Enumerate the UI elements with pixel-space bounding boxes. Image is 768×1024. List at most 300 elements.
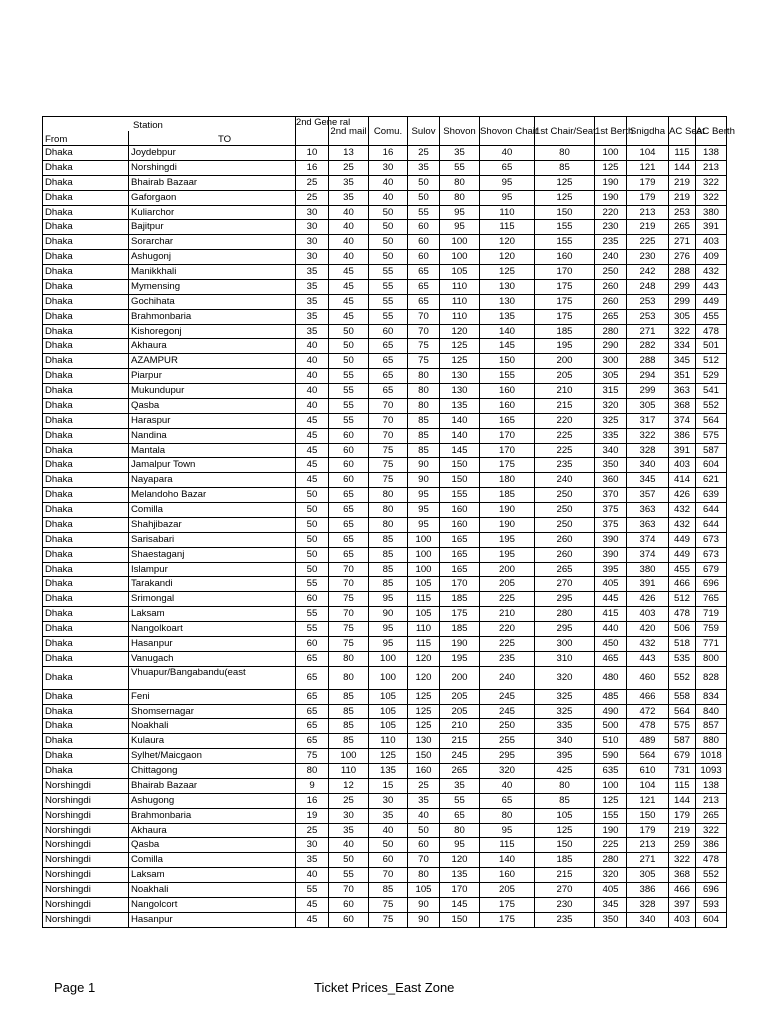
fare-cell: 80	[369, 488, 408, 503]
fare-cell: 65	[480, 160, 535, 175]
fare-cell: 552	[669, 666, 696, 689]
fare-cell: 155	[535, 235, 595, 250]
fare-cell: 40	[296, 398, 329, 413]
fare-cell: 450	[595, 636, 627, 651]
fare-cell: 220	[535, 413, 595, 428]
fare-cell: 16	[369, 146, 408, 161]
fare-cell: 95	[369, 636, 408, 651]
fare-cell: 432	[696, 265, 727, 280]
fare-cell: 205	[535, 369, 595, 384]
fare-cell: 35	[408, 160, 440, 175]
fare-cell: 25	[296, 190, 329, 205]
fare-cell: 445	[595, 592, 627, 607]
fare-cell: 230	[535, 897, 595, 912]
fare-cell: 70	[369, 398, 408, 413]
fare-cell: 160	[480, 398, 535, 413]
fare-cell: 55	[369, 279, 408, 294]
to-station-cell: Manikkhali	[129, 265, 296, 280]
fare-cell: 165	[440, 532, 480, 547]
fare-cell: 75	[329, 636, 369, 651]
fare-cell: 235	[535, 458, 595, 473]
fare-cell: 70	[329, 883, 369, 898]
fare-cell: 150	[627, 808, 669, 823]
from-station-cell: Dhaka	[43, 607, 129, 622]
fare-cell: 160	[408, 764, 440, 779]
fare-cell: 179	[627, 175, 669, 190]
to-station-cell: Sarisabari	[129, 532, 296, 547]
from-station-cell: Dhaka	[43, 764, 129, 779]
fare-cell: 80	[369, 503, 408, 518]
to-station-cell: Vanugach	[129, 651, 296, 666]
fare-cell: 125	[408, 689, 440, 704]
fare-cell: 322	[696, 175, 727, 190]
fare-cell: 55	[296, 607, 329, 622]
fare-cell: 280	[535, 607, 595, 622]
to-station-cell: Kuliarchor	[129, 205, 296, 220]
fare-cell: 215	[535, 868, 595, 883]
fare-cell: 449	[696, 294, 727, 309]
fare-cell: 271	[669, 235, 696, 250]
fare-cell: 230	[595, 220, 627, 235]
fare-cell: 60	[329, 897, 369, 912]
fare-cell: 80	[535, 778, 595, 793]
fare-cell: 604	[696, 912, 727, 927]
from-station-cell: Dhaka	[43, 704, 129, 719]
fare-cell: 759	[696, 622, 727, 637]
table-row	[43, 250, 727, 265]
fare-cell: 368	[669, 398, 696, 413]
fare-cell: 415	[595, 607, 627, 622]
column-header: Comu.	[369, 117, 408, 146]
fare-cell: 195	[440, 651, 480, 666]
from-station-cell: Dhaka	[43, 749, 129, 764]
fare-cell: 219	[669, 175, 696, 190]
fare-cell: 828	[696, 666, 727, 689]
fare-table-body	[43, 146, 727, 928]
fare-cell: 190	[595, 175, 627, 190]
fare-cell: 95	[408, 488, 440, 503]
fare-cell: 541	[696, 384, 727, 399]
fare-cell: 455	[669, 562, 696, 577]
fare-cell: 100	[408, 547, 440, 562]
fare-cell: 125	[440, 354, 480, 369]
column-header: Snigdha	[627, 117, 669, 146]
table-row	[43, 324, 727, 339]
fare-cell: 40	[369, 823, 408, 838]
fare-cell: 80	[408, 384, 440, 399]
from-station-cell: Norshingdi	[43, 823, 129, 838]
fare-cell: 90	[408, 473, 440, 488]
fare-cell: 40	[480, 146, 535, 161]
table-row	[43, 205, 727, 220]
fare-cell: 290	[595, 339, 627, 354]
to-station-cell: Akhaura	[129, 823, 296, 838]
fare-cell: 100	[595, 146, 627, 161]
to-station-cell: AZAMPUR	[129, 354, 296, 369]
column-header: 1st Chair/Seat	[535, 117, 595, 146]
fare-cell: 80	[408, 369, 440, 384]
fare-cell: 45	[296, 443, 329, 458]
to-station-cell: Noakhali	[129, 719, 296, 734]
table-row	[43, 666, 727, 689]
fare-cell: 340	[535, 734, 595, 749]
fare-cell: 200	[480, 562, 535, 577]
fare-cell: 144	[669, 160, 696, 175]
fare-cell: 25	[408, 778, 440, 793]
from-station-cell: Dhaka	[43, 220, 129, 235]
fare-cell: 50	[296, 562, 329, 577]
fare-cell: 213	[696, 793, 727, 808]
fare-cell: 30	[296, 235, 329, 250]
fare-cell: 45	[296, 413, 329, 428]
fare-cell: 25	[296, 175, 329, 190]
fare-cell: 160	[480, 868, 535, 883]
fare-cell: 35	[440, 146, 480, 161]
fare-cell: 80	[440, 190, 480, 205]
fare-cell: 100	[329, 749, 369, 764]
fare-cell: 299	[669, 294, 696, 309]
fare-cell: 360	[595, 473, 627, 488]
to-station-cell: Brahmonbaria	[129, 309, 296, 324]
fare-cell: 771	[696, 636, 727, 651]
fare-cell: 195	[535, 339, 595, 354]
fare-cell: 179	[627, 190, 669, 205]
fare-cell: 265	[595, 309, 627, 324]
to-station-cell: Hasanpur	[129, 636, 296, 651]
fare-cell: 397	[669, 897, 696, 912]
from-station-cell: Dhaka	[43, 428, 129, 443]
fare-cell: 130	[408, 734, 440, 749]
fare-cell: 80	[535, 146, 595, 161]
fare-cell: 115	[408, 636, 440, 651]
fare-cell: 271	[627, 853, 669, 868]
fare-cell: 40	[329, 235, 369, 250]
fare-cell: 138	[696, 778, 727, 793]
fare-cell: 65	[369, 384, 408, 399]
table-row	[43, 190, 727, 205]
fare-cell: 50	[329, 339, 369, 354]
fare-cell: 490	[595, 704, 627, 719]
from-station-cell: Dhaka	[43, 689, 129, 704]
fare-cell: 125	[535, 175, 595, 190]
fare-cell: 65	[480, 793, 535, 808]
fare-cell: 65	[329, 488, 369, 503]
fare-cell: 40	[296, 369, 329, 384]
fare-cell: 317	[627, 413, 669, 428]
fare-cell: 75	[369, 458, 408, 473]
fare-cell: 213	[627, 205, 669, 220]
fare-cell: 100	[408, 562, 440, 577]
fare-cell: 40	[480, 778, 535, 793]
fare-cell: 558	[669, 689, 696, 704]
fare-cell: 120	[480, 250, 535, 265]
fare-cell: 200	[535, 354, 595, 369]
fare-cell: 100	[440, 235, 480, 250]
fare-cell: 478	[627, 719, 669, 734]
fare-cell: 30	[296, 838, 329, 853]
fare-cell: 45	[296, 428, 329, 443]
fare-cell: 295	[480, 749, 535, 764]
table-row	[43, 823, 727, 838]
fare-cell: 90	[408, 897, 440, 912]
fare-cell: 50	[296, 503, 329, 518]
fare-cell: 240	[480, 666, 535, 689]
fare-cell: 800	[696, 651, 727, 666]
fare-cell: 70	[329, 607, 369, 622]
fare-cell: 50	[369, 250, 408, 265]
table-row	[43, 309, 727, 324]
from-station-cell: Dhaka	[43, 369, 129, 384]
fare-cell: 75	[369, 473, 408, 488]
from-station-cell: Dhaka	[43, 339, 129, 354]
fare-cell: 90	[369, 607, 408, 622]
fare-cell: 610	[627, 764, 669, 779]
fare-cell: 55	[369, 294, 408, 309]
fare-cell: 95	[369, 622, 408, 637]
fare-cell: 125	[535, 190, 595, 205]
from-station-cell: Norshingdi	[43, 897, 129, 912]
table-row	[43, 764, 727, 779]
fare-cell: 1093	[696, 764, 727, 779]
fare-cell: 280	[595, 853, 627, 868]
fare-cell: 40	[329, 205, 369, 220]
fare-cell: 100	[440, 250, 480, 265]
fare-cell: 386	[669, 428, 696, 443]
fare-cell: 170	[480, 428, 535, 443]
column-header: Sulov	[408, 117, 440, 146]
fare-cell: 250	[535, 517, 595, 532]
table-row	[43, 488, 727, 503]
table-row	[43, 883, 727, 898]
fare-cell: 322	[627, 428, 669, 443]
fare-cell: 40	[296, 339, 329, 354]
fare-cell: 40	[296, 354, 329, 369]
fare-cell: 235	[480, 651, 535, 666]
from-station-cell: Dhaka	[43, 488, 129, 503]
from-station-cell: Dhaka	[43, 719, 129, 734]
fare-cell: 731	[669, 764, 696, 779]
fare-cell: 443	[627, 651, 669, 666]
fare-cell: 564	[696, 413, 727, 428]
fare-cell: 253	[627, 309, 669, 324]
fare-cell: 363	[627, 517, 669, 532]
fare-cell: 403	[669, 458, 696, 473]
from-station-cell: Dhaka	[43, 734, 129, 749]
fare-cell: 253	[627, 294, 669, 309]
fare-cell: 55	[369, 309, 408, 324]
fare-cell: 90	[408, 458, 440, 473]
fare-cell: 85	[408, 428, 440, 443]
fare-cell: 489	[627, 734, 669, 749]
fare-cell: 104	[627, 146, 669, 161]
fare-cell: 414	[669, 473, 696, 488]
fare-cell: 65	[329, 517, 369, 532]
fare-cell: 55	[329, 398, 369, 413]
fare-cell: 857	[696, 719, 727, 734]
to-station-cell: Mantala	[129, 443, 296, 458]
fare-cell: 95	[480, 823, 535, 838]
to-station-cell: Norshingdi	[129, 160, 296, 175]
fare-cell: 80	[296, 764, 329, 779]
fare-cell: 16	[296, 793, 329, 808]
fare-cell: 125	[440, 339, 480, 354]
fare-cell: 328	[627, 443, 669, 458]
fare-cell: 325	[535, 704, 595, 719]
fare-cell: 65	[408, 265, 440, 280]
from-station-cell: Dhaka	[43, 146, 129, 161]
fare-cell: 165	[480, 413, 535, 428]
fare-cell: 644	[696, 517, 727, 532]
fare-cell: 50	[369, 838, 408, 853]
fare-cell: 40	[408, 808, 440, 823]
fare-cell: 85	[369, 577, 408, 592]
fare-cell: 125	[369, 749, 408, 764]
fare-cell: 65	[440, 808, 480, 823]
fare-cell: 535	[669, 651, 696, 666]
fare-cell: 386	[627, 883, 669, 898]
fare-cell: 80	[440, 175, 480, 190]
to-station-cell: Laksam	[129, 868, 296, 883]
to-station-cell: Nangolcort	[129, 897, 296, 912]
fare-cell: 310	[535, 651, 595, 666]
fare-cell: 195	[480, 547, 535, 562]
from-station-cell: Norshingdi	[43, 838, 129, 853]
fare-cell: 834	[696, 689, 727, 704]
fare-cell: 271	[627, 324, 669, 339]
fare-cell: 220	[595, 205, 627, 220]
fare-cell: 60	[329, 443, 369, 458]
fare-cell: 30	[369, 793, 408, 808]
fare-cell: 55	[296, 622, 329, 637]
fare-cell: 219	[627, 220, 669, 235]
fare-cell: 45	[296, 458, 329, 473]
fare-cell: 60	[329, 428, 369, 443]
fare-cell: 115	[408, 592, 440, 607]
fare-cell: 460	[627, 666, 669, 689]
fare-cell: 280	[595, 324, 627, 339]
fare-cell: 593	[696, 897, 727, 912]
fare-cell: 50	[369, 205, 408, 220]
fare-cell: 225	[595, 838, 627, 853]
fare-cell: 115	[480, 838, 535, 853]
fare-cell: 190	[480, 503, 535, 518]
fare-cell: 110	[369, 734, 408, 749]
fare-cell: 135	[440, 868, 480, 883]
fare-cell: 260	[595, 294, 627, 309]
fare-cell: 15	[369, 778, 408, 793]
fare-cell: 334	[669, 339, 696, 354]
table-row	[43, 339, 727, 354]
fare-cell: 50	[329, 354, 369, 369]
fare-cell: 45	[296, 912, 329, 927]
fare-cell: 125	[535, 823, 595, 838]
fare-cell: 426	[627, 592, 669, 607]
fare-cell: 120	[440, 853, 480, 868]
fare-cell: 140	[480, 853, 535, 868]
fare-cell: 357	[627, 488, 669, 503]
fare-cell: 80	[440, 823, 480, 838]
fare-cell: 1018	[696, 749, 727, 764]
fare-cell: 70	[408, 324, 440, 339]
fare-cell: 295	[535, 592, 595, 607]
to-station-cell: Shaestaganj	[129, 547, 296, 562]
table-row	[43, 577, 727, 592]
fare-cell: 125	[595, 160, 627, 175]
from-station-cell: Dhaka	[43, 547, 129, 562]
fare-cell: 70	[369, 868, 408, 883]
fare-cell: 225	[480, 592, 535, 607]
fare-cell: 150	[440, 458, 480, 473]
document-title: Ticket Prices_East Zone	[314, 980, 455, 995]
fare-cell: 466	[669, 577, 696, 592]
fare-cell: 390	[595, 532, 627, 547]
fare-cell: 65	[329, 532, 369, 547]
fare-cell: 270	[535, 577, 595, 592]
fare-cell: 345	[595, 897, 627, 912]
table-row	[43, 592, 727, 607]
fare-cell: 300	[595, 354, 627, 369]
fare-cell: 75	[408, 339, 440, 354]
fare-cell: 75	[369, 897, 408, 912]
from-station-cell: Norshingdi	[43, 793, 129, 808]
fare-cell: 35	[296, 853, 329, 868]
to-station-cell: Vhuapur/Bangabandu(east	[129, 666, 296, 689]
fare-cell: 225	[535, 428, 595, 443]
fare-cell: 420	[627, 622, 669, 637]
fare-cell: 466	[627, 689, 669, 704]
fare-cell: 240	[535, 473, 595, 488]
to-station-cell: Ashugong	[129, 793, 296, 808]
to-station-cell: Comilla	[129, 853, 296, 868]
fare-cell: 75	[329, 592, 369, 607]
to-station-cell: Kulaura	[129, 734, 296, 749]
fare-cell: 210	[535, 384, 595, 399]
fare-cell: 175	[535, 294, 595, 309]
fare-cell: 345	[627, 473, 669, 488]
fare-cell: 85	[329, 734, 369, 749]
to-station-cell: Hasanpur	[129, 912, 296, 927]
fare-cell: 205	[440, 704, 480, 719]
to-station-cell: Bhairab Bazaar	[129, 778, 296, 793]
from-station-cell: Dhaka	[43, 279, 129, 294]
fare-cell: 145	[480, 339, 535, 354]
fare-cell: 205	[440, 689, 480, 704]
fare-cell: 225	[627, 235, 669, 250]
header-row	[43, 117, 727, 132]
fare-cell: 100	[369, 666, 408, 689]
fare-cell: 635	[595, 764, 627, 779]
fare-cell: 95	[480, 175, 535, 190]
fare-cell: 70	[369, 428, 408, 443]
fare-cell: 150	[440, 473, 480, 488]
table-row	[43, 734, 727, 749]
fare-cell: 190	[595, 823, 627, 838]
table-row	[43, 146, 727, 161]
table-row	[43, 704, 727, 719]
fare-cell: 185	[480, 488, 535, 503]
from-station-cell: Dhaka	[43, 250, 129, 265]
fare-cell: 185	[440, 622, 480, 637]
to-station-cell: Chittagong	[129, 764, 296, 779]
fare-cell: 100	[595, 778, 627, 793]
fare-cell: 170	[480, 443, 535, 458]
table-row	[43, 689, 727, 704]
table-row	[43, 160, 727, 175]
fare-cell: 305	[669, 309, 696, 324]
fare-cell: 110	[440, 309, 480, 324]
fare-cell: 185	[535, 324, 595, 339]
fare-cell: 95	[480, 190, 535, 205]
